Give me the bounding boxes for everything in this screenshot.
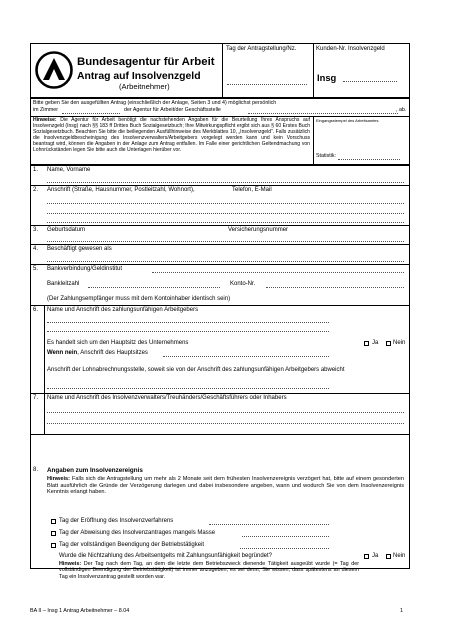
- s8-num: 8.: [33, 467, 39, 473]
- address-field-1[interactable]: [47, 203, 404, 204]
- occupation-field[interactable]: [47, 261, 404, 262]
- s8-nein-label: Nein: [393, 553, 406, 559]
- s6-payroll-label: Anschrift der Lohnabrechnungsstelle, soweit sie von der Anschrift des zahlungsunfähigen Arbeitgebers abweicht: [47, 367, 345, 373]
- blz-label: Bankleitzahl: [47, 281, 80, 287]
- payroll-field[interactable]: [47, 388, 329, 389]
- header-divider-1: [222, 43, 223, 98]
- date-field[interactable]: [227, 84, 307, 85]
- blz-field[interactable]: [88, 287, 220, 288]
- s6-label: Name und Anschrift des zahlungsunfähigen Arbeitgebers: [47, 307, 199, 313]
- footer-page-number: 1: [400, 608, 403, 614]
- employer-field-2[interactable]: [47, 331, 329, 332]
- agency-field[interactable]: [248, 113, 398, 114]
- s3-label: Geburtsdatum: [47, 227, 86, 233]
- footer-form-id: BA II – Insg 1 Antrag Arbeitnehmer – 8.04: [30, 608, 130, 614]
- s6-nein-checkbox[interactable]: [386, 341, 391, 346]
- statistik-field[interactable]: [338, 159, 400, 160]
- room-field[interactable]: [62, 113, 120, 114]
- intro-agency-label: der Agentur für Arbeit/der Geschäftsstelle: [124, 107, 221, 113]
- address-field-3[interactable]: [47, 222, 404, 223]
- s4-label: Beschäftigt gewesen als: [47, 246, 112, 252]
- konto-field[interactable]: [266, 287, 404, 288]
- s8-label: Angaben zum Insolvenzereignis: [47, 467, 143, 474]
- s1-num: 1.: [33, 167, 39, 173]
- employer-field-1[interactable]: [47, 322, 329, 323]
- birthdate-field[interactable]: [47, 241, 404, 242]
- opt2-date-field[interactable]: [242, 536, 329, 537]
- opt1-label: Tag der Eröffnung des Insolvenzverfahrens: [59, 518, 174, 524]
- s7-num: 7.: [33, 395, 39, 401]
- s5-label: Bankverbindung/Geldinstitut: [47, 266, 123, 272]
- headquarters-field[interactable]: [163, 356, 329, 357]
- s2-label: Anschrift (Straße, Hausnummer, Postleitzahl, Wohnort),: [47, 187, 195, 193]
- opt2-label: Tag der Abweisung des Insolvenzantrages mangels Masse: [59, 530, 216, 536]
- date-label: Tag der Antragstellung/Nz.: [226, 46, 297, 52]
- s5-num: 5.: [33, 266, 39, 272]
- intro-suffix: , ab.: [396, 107, 407, 113]
- intro-divider: [313, 116, 314, 165]
- stamp-label: Eingangsstempel des Arbeitsamtes: [316, 118, 379, 123]
- s7-label: Name und Anschrift des Insolvenzverwalters/Treuhänders/Geschäftsführers oder Inhabers: [47, 395, 287, 401]
- intro-room-label: im Zimmer: [33, 107, 59, 113]
- customer-number-label: Kunden-Nr. Insolvenzgeld: [316, 46, 385, 52]
- s5-separator: [30, 305, 410, 306]
- konto-label: Konto-Nr.: [230, 281, 256, 287]
- s3-num: 3.: [33, 227, 39, 233]
- s8-hint: Hinweis: Falls sich die Antragstellung um mehr als 2 Monate seit dem frühesten Insolvenzereignis verzögert hat, bitte auf einem gesonderten Blatt ausführlich die Gründe der Verzögerung darlegen und dabei insbesondere angeben, wann und wodurch Sie von dem Insolvenzereignis Kenntnis erlangt haben.: [47, 476, 404, 496]
- bank-field[interactable]: [152, 272, 404, 273]
- insg-label: Insg: [317, 72, 337, 83]
- s6-question: Es handelt sich um den Hauptsitz des Unternehmens: [47, 340, 189, 346]
- s6-ja-label: Ja: [372, 340, 379, 346]
- statistik-label: Statistik:: [316, 153, 337, 159]
- s8-question: Wurde die Nichtzahlung des Arbeitsentgelts mit Zahlungsunfähigkeit begründet?: [59, 553, 273, 559]
- s1-separator: [30, 185, 410, 186]
- s7-separator: [30, 434, 410, 435]
- s6-nein-label: Nein: [393, 340, 406, 346]
- s8-nein-checkbox[interactable]: [386, 554, 391, 559]
- intro-line-1: Bitte geben Sie den ausgefüllten Antrag (einschließlich der Anlage, Seiten 3 und 4) möglichst persönlich: [33, 100, 277, 106]
- form-title: Antrag auf Insolvenzgeld: [77, 71, 201, 82]
- s6-ja-checkbox[interactable]: [364, 341, 369, 346]
- s6-separator: [30, 393, 410, 394]
- s6-divider-top: [44, 305, 45, 393]
- s4-separator: [30, 264, 410, 265]
- opt3-label: Tag der vollständigen Beendigung der Betriebstätigkeit: [59, 542, 205, 548]
- s8-ja-checkbox[interactable]: [364, 554, 369, 559]
- opt3-date-field[interactable]: [240, 548, 329, 549]
- s8-hint2: Hinweis: Der Tag nach dem Tag, an dem die letzte dem Betriebszweck dienende Tätigkeit ausgeübt wurde (= Tag der vollständigen Beendigung der Betriebstätigkeit) ist immer anzugeben, es sei denn, Sie wissen, dass spätestens an diesem Tag ein Insolvenzantrag gestellt worden war.: [59, 561, 359, 580]
- s3-separator: [30, 244, 410, 245]
- customer-number-field[interactable]: [343, 81, 397, 82]
- s2-separator: [30, 225, 410, 226]
- s3-label-ssn: Versicherungsnummer: [228, 227, 289, 233]
- administrator-field-1[interactable]: [47, 412, 404, 413]
- s1-label: Name, Vorname: [47, 167, 91, 173]
- s8-ja-label: Ja: [372, 553, 379, 559]
- s7-divider: [44, 393, 45, 434]
- intro-hint: Hinweise: Die Agentur für Arbeit benötigt die nachstehenden Angaben für die Beurteilung Ihres Anspruchs auf Insolvenzgeld (Insg) nach §§ 183 ff Drittes Buch Sozialgesetzbuch; Ihre Mitwirkungspflicht ergibt sich aus § 60 Erstes Buch Sozialgesetzbuch. Beachten Sie bitte die beiliegenden Ausfüllhinweise des Merkblattes 10, „Insolvenzgeld“. Falls zusätzlich die Insolvenzgeldbescheinigung des Insolvenzverwalters/Arbeitgebers vorgelegt werden kann und kein Vorschuss beantragt wird, können die Angaben in der Anlage zum Antrag entfallen. Im Falle einer gerichtlichen Geltendmachung von Lohnrückständen legen Sie bitte auch die Unterlagen hierüber vor.: [33, 117, 310, 154]
- s5-note: (Der Zahlungsempfänger muss mit dem Kontoinhaber identisch sein): [47, 296, 231, 302]
- s6-num: 6.: [33, 307, 39, 313]
- s2-num: 2.: [33, 187, 39, 193]
- s4-num: 4.: [33, 246, 39, 252]
- name-field[interactable]: [47, 182, 404, 183]
- s2-label-phone: Telefon, E-Mail: [232, 187, 272, 193]
- ba-logo-icon: [35, 51, 73, 89]
- address-field-2[interactable]: [47, 213, 404, 214]
- opt1-checkbox[interactable]: [51, 519, 56, 524]
- form-subtitle: (Arbeitnehmer): [119, 82, 170, 91]
- opt2-checkbox[interactable]: [51, 531, 56, 536]
- header-divider-2: [313, 43, 314, 98]
- administrator-field-2[interactable]: [47, 423, 404, 424]
- s6-wenn: Wenn nein, Anschrift des Hauptsitzes: [47, 350, 148, 356]
- opt3-checkbox[interactable]: [51, 543, 56, 548]
- opt1-date-field[interactable]: [209, 524, 329, 525]
- org-title: Bundesagentur für Arbeit: [77, 56, 215, 68]
